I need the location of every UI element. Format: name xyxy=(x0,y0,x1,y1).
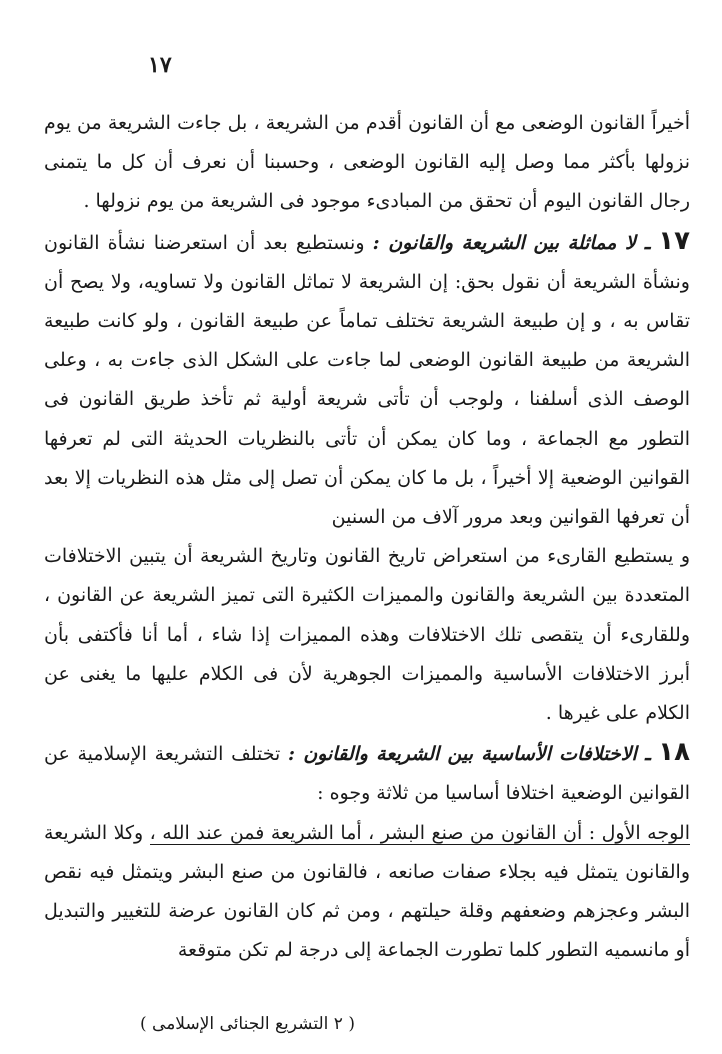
section-number: ١٨ xyxy=(658,737,691,768)
section-heading: ـ لا مماثلة بين الشريعة والقانون : xyxy=(372,231,651,254)
section-18 xyxy=(44,733,690,813)
first-aspect-lead: الوجه الأول : أن القانون من صنع البشر ، أما الشريعة فمن عند الله ، xyxy=(149,821,691,844)
paragraph-text: أخيراً القانون الوضعى مع أن القانون أقدم من الشريعة ، بل جاءت الشريعة من يوم نزولها بأكثر مما وصل إليه القانون الوضعى ، وحسبنا أن نعرف أن كل ما يتمنى رجال القانون اليوم أن تحقق من المبادىء موجود فى الشريعة من يوم نزولها . xyxy=(44,112,690,213)
section-heading: ـ الاختلافات الأساسية بين الشريعة والقانون : xyxy=(288,743,651,766)
paragraph-differences xyxy=(44,537,690,733)
paragraph-first-aspect xyxy=(44,814,690,971)
paragraph-text: وكلا الشريعة والقانون يتمثل فيه بجلاء صفات صانعه ، فالقانون من صنع البشر ويتمثل فيه نقص البشر وعجزهم وضعفهم وقلة حيلتهم ، ومن ثم كان القانون عرضة للتغيير والتبديل أو مانسميه التطور كلما تطورت الجماعة إلى درجة لم تكن متوقعة xyxy=(44,821,690,962)
paragraph-intro xyxy=(44,104,690,222)
body-text xyxy=(44,104,690,970)
paragraph-text: و يستطيع القارىء من استعراض تاريخ القانون وتاريخ الشريعة أن يتبين الاختلافات المتعددة بين الشريعة والقانون والمميزات الكثيرة التى تميز الشريعة عن القانون ، وللقارىء أن يتقصى تلك الاختلافات وهذه المميزات إذا شاء ، أما أنا فأكتفى بأن أبرز الاختلافات الأساسية والمميزات الجوهرية لأن فى الكلام عليها ما يغنى عن الكلام على غيرها . xyxy=(44,545,690,725)
footer-signature: ( ٢ التشريع الجنائى الإسلامى ) xyxy=(140,1014,355,1034)
paragraph-text: تختلف التشريعة الإسلامية عن القوانين الوضعية اختلافا أساسيا من ثلاثة وجوه : xyxy=(44,743,690,805)
section-17 xyxy=(44,222,690,538)
paragraph-text: ونستطيع بعد أن استعرضنا نشأة القانون ونشأة الشريعة أن نقول بحق: إن الشريعة لا تماثل القانون ولا تساويه، ولا يصح أن تقاس به ، و إن طبيعة الشريعة تختلف تماماً عن طبيعة القانون ، ولو كانت طبيعة الشريعة من طبيعة القانون الوضعى لما جاءت على الشكل الذى جاءت به ، وعلى الوصف الذى أسلفنا ، ولوجب أن تأتى شريعة أولية ثم تأخذ طريق القانون فى التطور مع الجماعة ، وما كان يمكن أن تأتى بالنظريات الحديثة التى لم تعرفها القوانين الوضعية إلا أخيراً ، بل ما كان يمكن أن تصل إلى مثل هذه النظريات إلا بعد أن تعرفها القوانين وبعد مرور آلاف من السنين xyxy=(44,231,690,529)
page-number: ١٧ xyxy=(148,52,172,78)
section-number: ١٧ xyxy=(658,225,690,256)
